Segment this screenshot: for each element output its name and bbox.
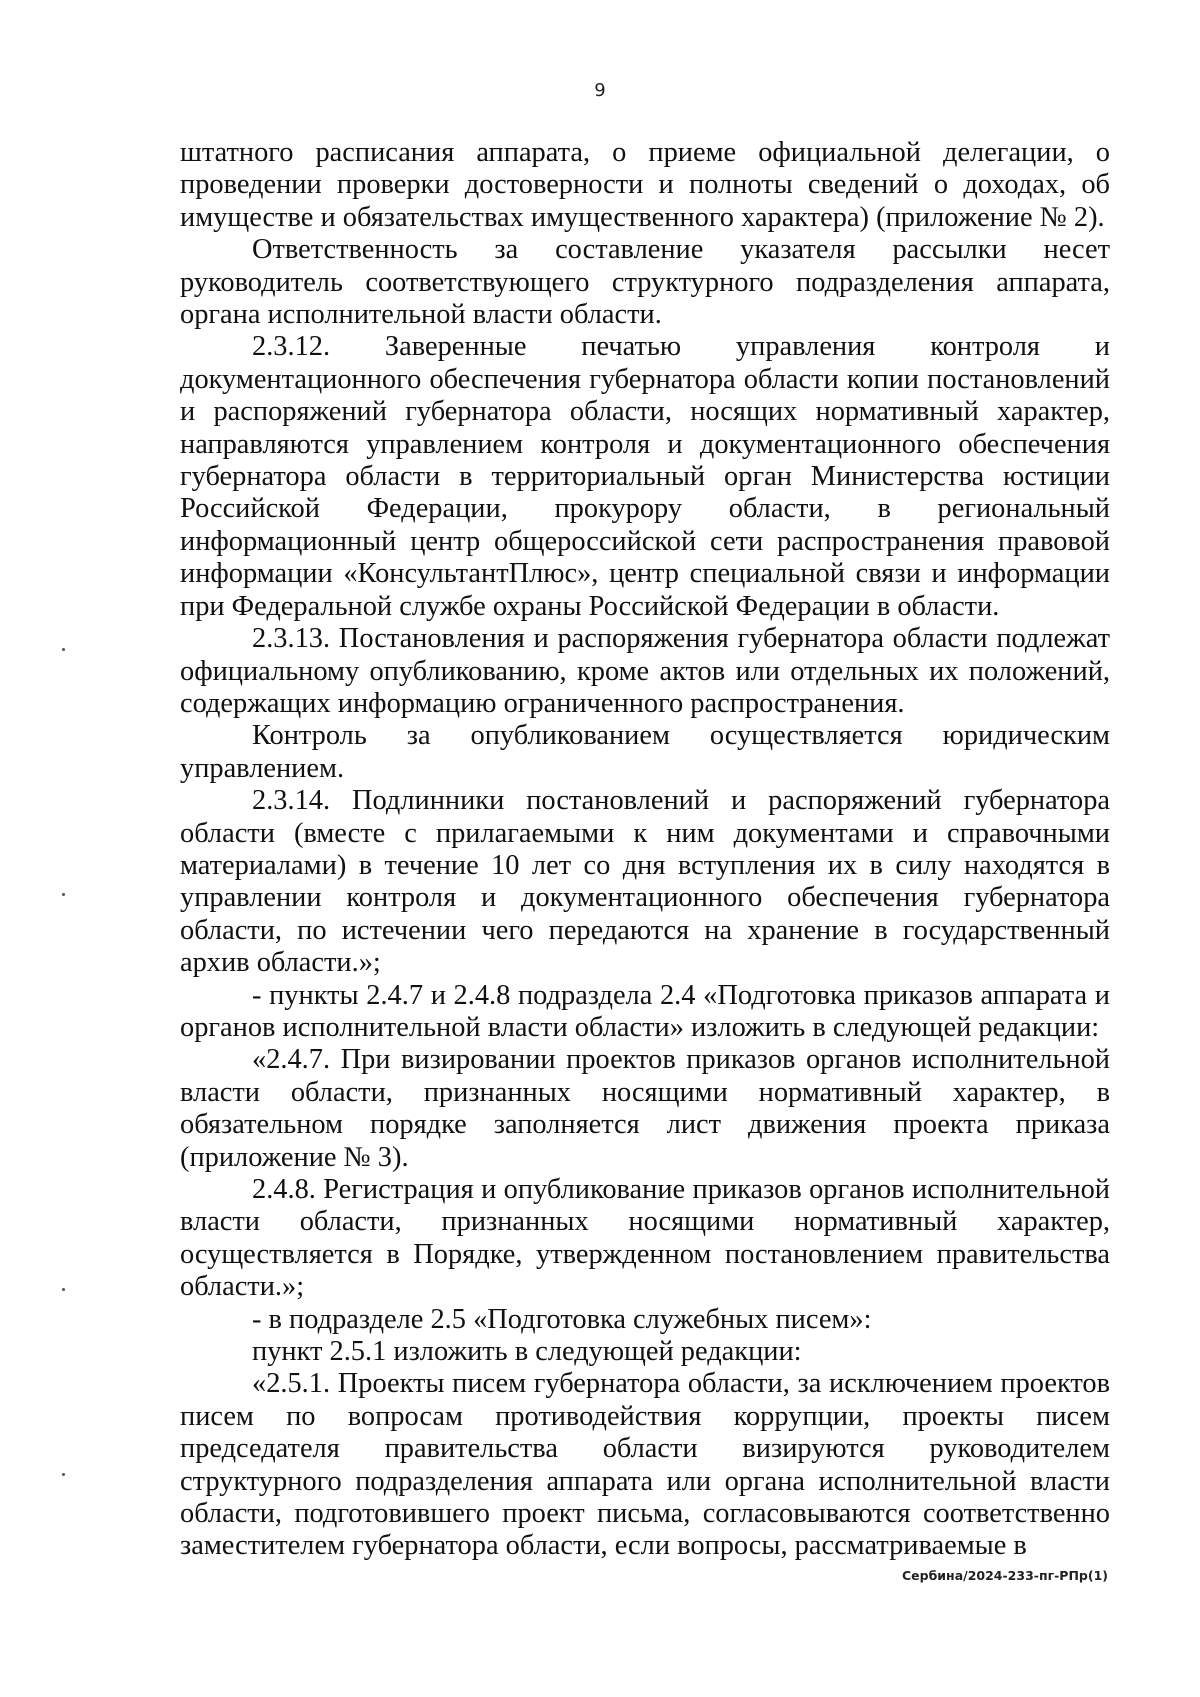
paragraph-11: пункт 2.5.1 изложить в следующей редакции: <box>252 1336 802 1368</box>
page-number: 9 <box>594 80 606 101</box>
margin-scan-mark <box>62 893 65 896</box>
paragraph-5: Контроль за опубликованием осуществляется юридическим управлением. <box>180 720 1110 784</box>
margin-scan-mark <box>62 1473 65 1476</box>
document-body <box>180 137 1110 1563</box>
paragraph-9: 2.4.8. Регистрация и опубликование приказов органов исполнительной власти области, признанных носящими нормативный характер, осуществляется в Порядке, утвержденном постановлением правительства области.»; <box>180 1174 1110 1303</box>
margin-scan-mark <box>62 648 65 651</box>
paragraph-4: 2.3.13. Постановления и распоряжения губернатора области подлежат официальному опубликованию, кроме актов или отдельных их положений, содержащих информацию ограниченного распространения. <box>180 623 1110 719</box>
paragraph-12: «2.5.1. Проекты писем губернатора области, за исключением проектов писем по вопросам противодействия коррупции, проекты писем председателя правительства области визируются руководителем структурного подразделения аппарата или органа исполнительной власти области, подготовившего проект письма, согласовываются соответственно заместителем губернатора области, если вопросы, рассматриваемые в <box>180 1368 1110 1562</box>
margin-scan-mark <box>62 1288 65 1291</box>
paragraph-2: Ответственность за составление указателя рассылки несет руководитель соответствующего структурного подразделения аппарата, органа исполнительной власти области. <box>180 234 1110 331</box>
document-registration-code: Сербина/2024-233-пг-РПр(1) <box>901 1568 1108 1583</box>
paragraph-6: 2.3.14. Подлинники постановлений и распоряжений губернатора области (вместе с прилагаемыми к ним документами и справочными материалами) в течение 10 лет со дня вступления их в силу находятся в управлении контроля и документационного обеспечения губернатора области, по истечении чего передаются на хранение в государственный архив области.»; <box>180 785 1110 979</box>
paragraph-10: - в подразделе 2.5 «Подготовка служебных писем»: <box>252 1303 872 1335</box>
paragraph-7: - пункты 2.4.7 и 2.4.8 подраздела 2.4 «Подготовка приказов аппарата и органов исполнительной власти области» изложить в следующей редакции: <box>180 979 1110 1043</box>
paragraph-1: штатного расписания аппарата, о приеме официальной делегации, о проведении проверки достоверности и полноты сведений о доходах, об имуществе и обязательствах имущественного характера) (приложение № 2). <box>180 137 1110 233</box>
paragraph-3: 2.3.12. Заверенные печатью управления контроля и документационного обеспечения губернатора области копии постановлений и распоряжений губернатора области, носящих нормативный характер, направляются управлением контроля и документационного обеспечения губернатора области в территориальный орган Министерства юстиции Российской Федерации, прокурору области, в региональный информационный центр общероссийской сети распространения правовой информации «КонсультантПлюс», центр специальной связи и информации при Федеральной службе охраны Российской Федерации в области. <box>180 331 1110 622</box>
paragraph-8: «2.4.7. При визировании проектов приказов органов исполнительной власти области, признанных носящими нормативный характер, в обязательном порядке заполняется лист движения проекта приказа (приложение № 3). <box>180 1044 1110 1173</box>
